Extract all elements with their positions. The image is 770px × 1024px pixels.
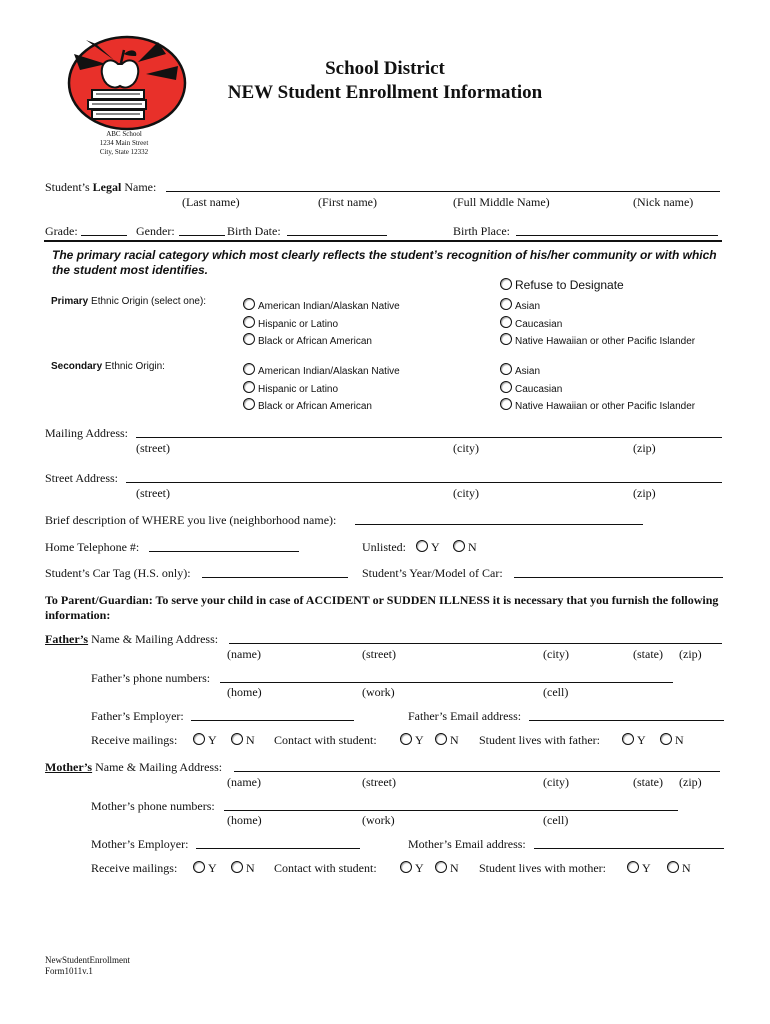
secondary-option-3[interactable]: Black or African American <box>243 398 372 412</box>
mother-contact-yes[interactable]: Y <box>400 861 424 876</box>
school-street: 1234 Main Street <box>99 139 149 147</box>
father-city-caption: (city) <box>543 647 569 661</box>
radio-icon[interactable] <box>243 363 255 375</box>
radio-icon[interactable] <box>500 333 512 345</box>
primary-option-6[interactable]: Native Hawaiian or other Pacific Islander <box>500 333 695 347</box>
radio-icon[interactable] <box>500 381 512 393</box>
primary-option-2[interactable]: Hispanic or Latino <box>243 316 338 330</box>
mother-receive-no[interactable]: N <box>231 861 255 876</box>
father-address-field[interactable] <box>229 632 722 644</box>
school-address <box>64 130 184 157</box>
school-city: City, State 12332 <box>99 148 149 156</box>
father-receive-label: Receive mailings: <box>91 733 178 747</box>
street-address-field[interactable] <box>126 471 722 483</box>
mother-employer-field[interactable] <box>196 837 360 849</box>
mailing-address-field[interactable] <box>136 426 722 438</box>
gender-label: Gender: <box>136 224 175 238</box>
car-model-field[interactable] <box>514 566 723 578</box>
form-title-district: School District <box>325 58 445 79</box>
form-footer <box>45 955 130 977</box>
primary-option-4[interactable]: Asian <box>500 298 540 312</box>
street-street-caption: (street) <box>136 486 170 500</box>
father-receive-no[interactable]: N <box>231 733 255 748</box>
mother-zip-caption: (zip) <box>679 775 702 789</box>
mailing-street-caption: (street) <box>136 441 170 455</box>
father-email-label: Father’s Email address: <box>408 709 522 723</box>
father-address-label: Father’s Name & Mailing Address: <box>45 632 219 646</box>
school-logo <box>66 34 188 132</box>
father-zip-caption: (zip) <box>679 647 702 661</box>
radio-icon[interactable] <box>400 861 412 873</box>
mailing-address-label: Mailing Address: <box>45 426 128 440</box>
radio-icon[interactable] <box>243 316 255 328</box>
radio-icon[interactable] <box>500 363 512 375</box>
father-lives-label: Student lives with father: <box>479 733 600 747</box>
mother-receive-yes[interactable]: Y <box>193 861 217 876</box>
radio-icon[interactable] <box>400 733 412 745</box>
father-street-caption: (street) <box>362 647 396 661</box>
home-telephone-field[interactable] <box>149 540 299 552</box>
mother-phones-field[interactable] <box>224 799 678 811</box>
radio-icon[interactable] <box>243 398 255 410</box>
secondary-option-2[interactable]: Hispanic or Latino <box>243 381 338 395</box>
car-tag-label: Student’s Car Tag (H.S. only): <box>45 566 191 580</box>
radio-icon[interactable] <box>231 733 243 745</box>
father-contact-no[interactable]: N <box>435 733 459 748</box>
radio-icon[interactable] <box>435 861 447 873</box>
secondary-ethnic-label: Secondary Ethnic Origin: <box>51 361 165 372</box>
father-contact-label: Contact with student: <box>274 733 377 747</box>
refuse-option[interactable]: Refuse to Designate <box>500 278 624 292</box>
father-employer-label: Father’s Employer: <box>91 709 184 723</box>
father-lives-no[interactable]: N <box>660 733 684 748</box>
mother-contact-no[interactable]: N <box>435 861 459 876</box>
race-banner: The primary racial category which most clearly reflects the student’s recognition of his/her community or with which the student most identifies. <box>52 248 717 277</box>
apple-books-logo-icon <box>66 34 188 132</box>
mother-phones-label: Mother’s phone numbers: <box>91 799 215 813</box>
father-phones-label: Father’s phone numbers: <box>91 671 211 685</box>
radio-icon[interactable] <box>243 381 255 393</box>
primary-option-1[interactable]: American Indian/Alaskan Native <box>243 298 400 312</box>
mother-address-field[interactable] <box>234 760 720 772</box>
mother-address-label: Mother’s Name & Mailing Address: <box>45 760 223 774</box>
neighborhood-label: Brief description of WHERE you live (neighborhood name): <box>45 513 337 527</box>
form-title: NEW Student Enrollment Information <box>227 82 543 103</box>
father-receive-yes[interactable]: Y <box>193 733 217 748</box>
mailing-city-caption: (city) <box>453 441 479 455</box>
radio-icon[interactable] <box>667 861 679 873</box>
father-phones-field[interactable] <box>220 671 673 683</box>
mother-email-label: Mother’s Email address: <box>408 837 526 851</box>
secondary-option-1[interactable]: American Indian/Alaskan Native <box>243 363 400 377</box>
grade-field[interactable] <box>81 224 127 236</box>
unlisted-label: Unlisted: <box>362 540 406 554</box>
secondary-option-5[interactable]: Caucasian <box>500 381 562 395</box>
mother-work-caption: (work) <box>362 813 395 827</box>
father-email-field[interactable] <box>529 709 724 721</box>
car-model-label: Student’s Year/Model of Car: <box>362 566 503 580</box>
radio-icon[interactable] <box>500 278 512 290</box>
primary-ethnic-label: Primary Ethnic Origin (select one): <box>51 296 207 307</box>
radio-icon[interactable] <box>500 398 512 410</box>
car-tag-field[interactable] <box>202 566 348 578</box>
mother-street-caption: (street) <box>362 775 396 789</box>
radio-icon[interactable] <box>660 733 672 745</box>
mother-lives-yes[interactable]: Y <box>627 861 651 876</box>
radio-icon[interactable] <box>435 733 447 745</box>
unlisted-yes[interactable]: Y <box>416 540 440 555</box>
home-telephone-label: Home Telephone #: <box>45 540 140 554</box>
unlisted-no[interactable]: N <box>453 540 477 555</box>
secondary-option-6[interactable]: Native Hawaiian or other Pacific Islander <box>500 398 695 412</box>
mother-employer-label: Mother’s Employer: <box>91 837 189 851</box>
father-state-caption: (state) <box>633 647 663 661</box>
street-address-label: Street Address: <box>45 471 118 485</box>
birth-place-field[interactable] <box>516 224 718 236</box>
mailing-zip-caption: (zip) <box>633 441 656 455</box>
radio-icon[interactable] <box>193 733 205 745</box>
father-contact-yes[interactable]: Y <box>400 733 424 748</box>
mother-email-field[interactable] <box>534 837 724 849</box>
birth-date-label: Birth Date: <box>227 224 281 238</box>
footer-form-name: NewStudentEnrollment <box>45 955 130 965</box>
mother-lives-no[interactable]: N <box>667 861 691 876</box>
middle-name-caption: (Full Middle Name) <box>453 195 550 209</box>
mother-cell-caption: (cell) <box>543 813 569 827</box>
mother-state-caption: (state) <box>633 775 663 789</box>
secondary-option-4[interactable]: Asian <box>500 363 540 377</box>
nick-name-caption: (Nick name) <box>633 195 694 209</box>
radio-icon[interactable] <box>500 298 512 310</box>
birth-place-label: Birth Place: <box>453 224 510 238</box>
radio-icon[interactable] <box>243 298 255 310</box>
father-home-caption: (home) <box>227 685 262 699</box>
radio-icon[interactable] <box>416 540 428 552</box>
mother-receive-label: Receive mailings: <box>91 861 178 875</box>
gender-field[interactable] <box>179 224 225 236</box>
father-name-caption: (name) <box>227 647 261 661</box>
radio-icon[interactable] <box>627 861 639 873</box>
mother-name-caption: (name) <box>227 775 261 789</box>
neighborhood-field[interactable] <box>355 513 643 525</box>
divider <box>44 240 722 242</box>
mother-contact-label: Contact with student: <box>274 861 377 875</box>
last-name-caption: (Last name) <box>182 195 240 209</box>
grade-label: Grade: <box>45 224 78 238</box>
first-name-caption: (First name) <box>318 195 377 209</box>
primary-option-5[interactable]: Caucasian <box>500 316 562 330</box>
radio-icon[interactable] <box>500 316 512 328</box>
radio-icon[interactable] <box>622 733 634 745</box>
primary-option-3[interactable]: Black or African American <box>243 333 372 347</box>
radio-icon[interactable] <box>243 333 255 345</box>
radio-icon[interactable] <box>453 540 465 552</box>
mother-lives-label: Student lives with mother: <box>479 861 606 875</box>
father-cell-caption: (cell) <box>543 685 569 699</box>
street-zip-caption: (zip) <box>633 486 656 500</box>
footer-form-version: Form1011v.1 <box>45 966 93 976</box>
birth-date-field[interactable] <box>287 224 387 236</box>
mother-city-caption: (city) <box>543 775 569 789</box>
student-name-field[interactable] <box>166 180 720 192</box>
guardian-notice: To Parent/Guardian: To serve your child in case of ACCIDENT or SUDDEN ILLNESS it is necessary that you furnish the following information: <box>45 593 719 622</box>
student-name-label: Student’s Legal Name: <box>45 180 157 194</box>
school-name: ABC School <box>106 130 142 138</box>
radio-icon[interactable] <box>193 861 205 873</box>
radio-icon[interactable] <box>231 861 243 873</box>
father-employer-field[interactable] <box>191 709 354 721</box>
father-lives-yes[interactable]: Y <box>622 733 646 748</box>
street-city-caption: (city) <box>453 486 479 500</box>
father-work-caption: (work) <box>362 685 395 699</box>
mother-home-caption: (home) <box>227 813 262 827</box>
